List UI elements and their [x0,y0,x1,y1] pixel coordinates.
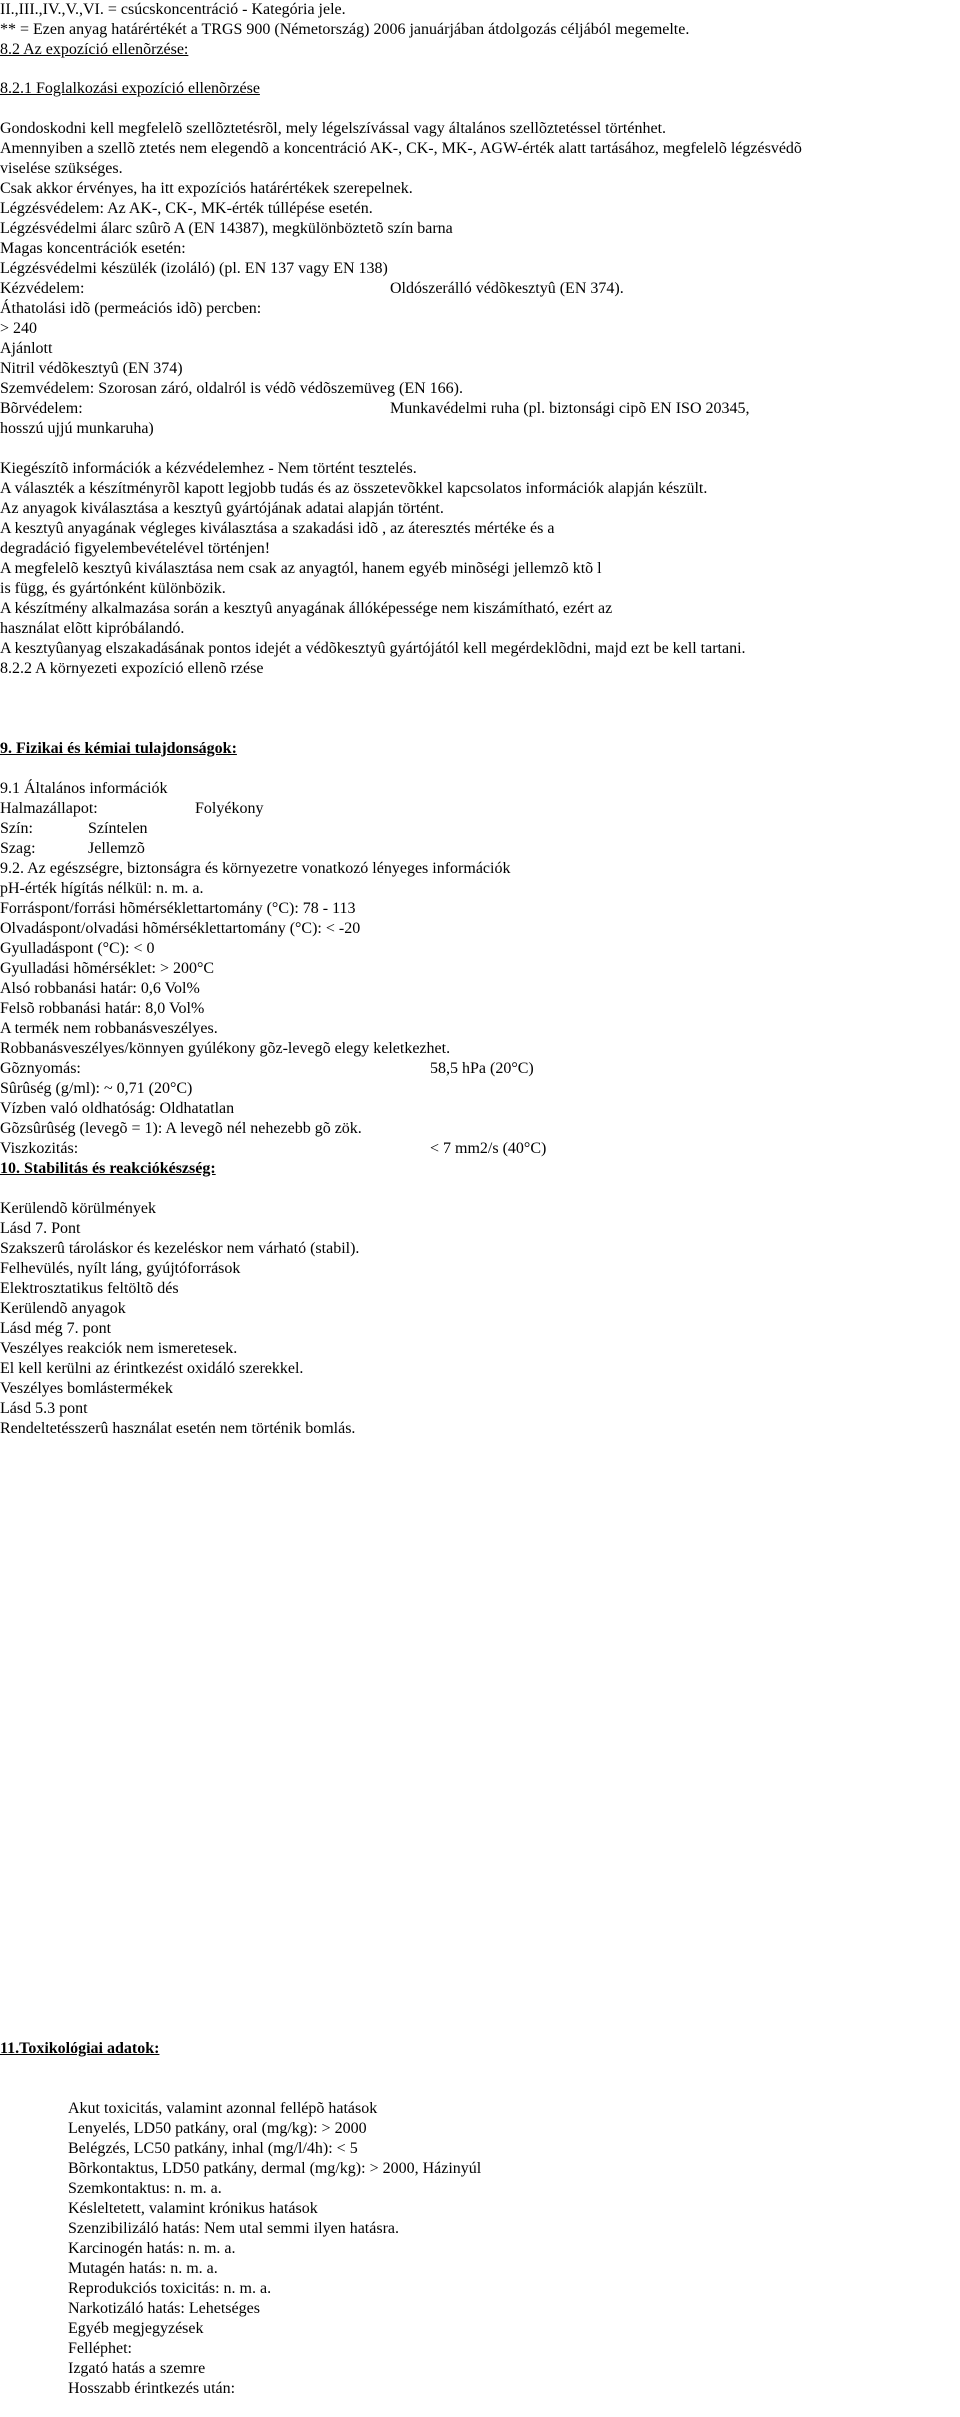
vapor-pressure-label: Gõznyomás: [0,1060,81,1077]
text-line: Rendeltetésszerû használat esetén nem történik bomlás. [0,1420,356,1437]
text-line: A termék nem robbanásveszélyes. [0,1020,218,1037]
property-label: Halmazállapot: [0,800,98,817]
text-line: A választék a készítményrõl kapott legjobb tudás és az összetevõkkel kapcsolatos információk alapján készült. [0,480,708,497]
text-line: Lásd 5.3 pont [0,1400,88,1417]
text-line: A kesztyû anyagának végleges kiválasztása a szakadási idõ , az áteresztés mértéke és a [0,520,555,537]
text-line: Elektrosztatikus feltöltõ dés [0,1280,179,1297]
text-line: > 240 [0,320,38,337]
text-line: pH-érték hígítás nélkül: n. m. a. [0,880,204,897]
trgs-note: ** = Ezen anyag határértékét a TRGS 900 (Németország) 2006 januárjában átdolgozás céljából megemelte. [0,21,690,38]
text-line: Ajánlott [0,340,53,357]
text-line: viselése szükséges. [0,160,123,177]
text-line: Lásd 7. Pont [0,1220,81,1237]
property-value: Folyékony [195,800,264,817]
hand-protection-row [0,279,624,299]
section-11-heading: 11.Toxikológiai adatok: [0,2040,160,2057]
section-8-2-heading: 8.2 Az expozíció ellenõrzése: [0,41,189,58]
property-label: Szag: [0,840,36,857]
skin-protection-row [0,399,750,419]
text-line: Hosszabb érintkezés után: [68,2380,236,2397]
vapor-pressure-row [0,1059,534,1079]
text-line: Lásd még 7. pont [0,1320,112,1337]
text-line: Forráspont/forrási hõmérséklettartomány (°C): 78 - 113 [0,900,356,917]
hand-protection-value: Oldószerálló védõkesztyû (EN 374). [390,280,624,297]
property-row [0,799,264,819]
property-value: Jellemzõ [88,840,145,857]
text-line: Szemvédelem: Szorosan záró, oldalról is védõ védõszemüveg (EN 166). [0,380,463,397]
text-line: Szenzibilizáló hatás: Nem utal semmi ilyen hatásra. [68,2220,400,2237]
text-line: A készítmény alkalmazása során a kesztyû anyagának állóképessége nem kiszámítható, ezért az [0,600,613,617]
section-9-1-heading: 9.1 Általános információk [0,780,168,797]
text-line: Alsó robbanási határ: 0,6 Vol% [0,980,200,997]
text-line: Felléphet: [68,2340,132,2357]
section-8-2-2-heading: 8.2.2 A környezeti expozíció ellenõ rzése [0,660,264,677]
text-line: Kiegészítõ információk a kézvédelemhez - Nem történt tesztelés. [0,460,417,477]
text-line: Légzésvédelem: Az AK-, CK-, MK-érték túllépése esetén. [0,200,373,217]
viscosity-label: Viszkozitás: [0,1140,79,1157]
viscosity-row [0,1139,547,1159]
section-9-heading: 9. Fizikai és kémiai tulajdonságok: [0,740,237,757]
text-line: Áthatolási idõ (permeációs idõ) percben: [0,300,262,317]
text-line: Felsõ robbanási határ: 8,0 Vol% [0,1000,205,1017]
hand-protection-label: Kézvédelem: [0,280,85,297]
text-line: Gyulladási hõmérséklet: > 200°C [0,960,215,977]
text-line: Az anyagok kiválasztása a kesztyû gyártójának adatai alapján történt. [0,500,444,517]
text-line: Csak akkor érvényes, ha itt expozíciós határértékek szerepelnek. [0,180,413,197]
text-line: A kesztyûanyag elszakadásának pontos idejét a védõkesztyû gyártójától kell megérdeklõdni, majd ezt be kell tartani. [0,640,746,657]
text-line: El kell kerülni az érintkezést oxidáló szerekkel. [0,1360,304,1377]
section-9-2-heading: 9.2. Az egészségre, biztonságra és környezetre vonatkozó lényeges információk [0,860,511,877]
text-line: Belégzés, LC50 patkány, inhal (mg/l/4h): < 5 [68,2140,358,2157]
text-line: Izgató hatás a szemre [68,2360,206,2377]
text-line: Gondoskodni kell megfelelõ szellõztetésrõl, mely légelszívással vagy általános szellõztetéssel történhet. [0,120,667,137]
property-value: Színtelen [88,820,148,837]
text-line: Sûrûség (g/ml): ~ 0,71 (20°C) [0,1080,193,1097]
text-line: Mutagén hatás: n. m. a. [68,2260,218,2277]
text-line: Légzésvédelmi álarc szûrõ A (EN 14387), megkülönböztetõ szín barna [0,220,453,237]
property-row [0,839,145,859]
section-8-2-1-heading: 8.2.1 Foglalkozási expozíció ellenõrzése [0,80,260,97]
viscosity-value: < 7 mm2/s (40°C) [430,1140,547,1157]
text-line: Amennyiben a szellõ ztetés nem elegendõ a koncentráció AK-, CK-, MK-, AGW-érték alatt tartásához, megfelelõ légzésvédõ [0,140,802,157]
category-note: II.,III.,IV.,V.,VI. = csúcskoncentráció - Kategória jele. [0,1,346,18]
text-line: Kerülendõ körülmények [0,1200,156,1217]
text-line: is függ, és gyártónként különbözik. [0,580,226,597]
text-line: Légzésvédelmi készülék (izoláló) (pl. EN 137 vagy EN 138) [0,260,388,277]
text-line: Karcinogén hatás: n. m. a. [68,2240,236,2257]
property-label: Szín: [0,820,33,837]
text-line: Akut toxicitás, valamint azonnal fellépõ hatások [68,2100,378,2117]
text-line: hosszú ujjú munkaruha) [0,420,154,437]
text-line: Gyulladáspont (°C): < 0 [0,940,155,957]
text-line: használat elõtt kipróbálandó. [0,620,185,637]
text-line: Kerülendõ anyagok [0,1300,126,1317]
text-line: Szakszerû tároláskor és kezeléskor nem várható (stabil). [0,1240,360,1257]
skin-protection-label: Bõrvédelem: [0,400,83,417]
text-line: Veszélyes reakciók nem ismeretesek. [0,1340,238,1357]
skin-protection-value: Munkavédelmi ruha (pl. biztonsági cipõ EN ISO 20345, [390,400,750,417]
text-line: Olvadáspont/olvadási hõmérséklettartomány (°C): < -20 [0,920,361,937]
vapor-pressure-value: 58,5 hPa (20°C) [430,1060,534,1077]
property-row [0,819,148,839]
text-line: A megfelelõ kesztyû kiválasztása nem csak az anyagtól, hanem egyéb minõségi jellemzõ ktõ l [0,560,602,577]
text-line: Robbanásveszélyes/könnyen gyúlékony gõz-levegõ elegy keletkezhet. [0,1040,451,1057]
text-line: Késleltetett, valamint krónikus hatások [68,2200,318,2217]
text-line: Szemkontaktus: n. m. a. [68,2180,222,2197]
text-line: Veszélyes bomlástermékek [0,1380,173,1397]
text-line: Nitril védõkesztyû (EN 374) [0,360,183,377]
text-line: Gõzsûrûség (levegõ = 1): A levegõ nél nehezebb gõ zök. [0,1120,362,1137]
text-line: Bõrkontaktus, LD50 patkány, dermal (mg/kg): > 2000, Házinyúl [68,2160,482,2177]
text-line: Felhevülés, nyílt láng, gyújtóforrások [0,1260,241,1277]
text-line: Egyéb megjegyzések [68,2320,204,2337]
text-line: degradáció figyelembevételével történjen! [0,540,271,557]
text-line: Magas koncentrációk esetén: [0,240,186,257]
text-line: Lenyelés, LD50 patkány, oral (mg/kg): > 2000 [68,2120,367,2137]
section-10-heading: 10. Stabilitás és reakciókészség: [0,1160,216,1177]
text-line: Reprodukciós toxicitás: n. m. a. [68,2280,272,2297]
text-line: Narkotizáló hatás: Lehetséges [68,2300,260,2317]
text-line: Vízben való oldhatóság: Oldhatatlan [0,1100,235,1117]
